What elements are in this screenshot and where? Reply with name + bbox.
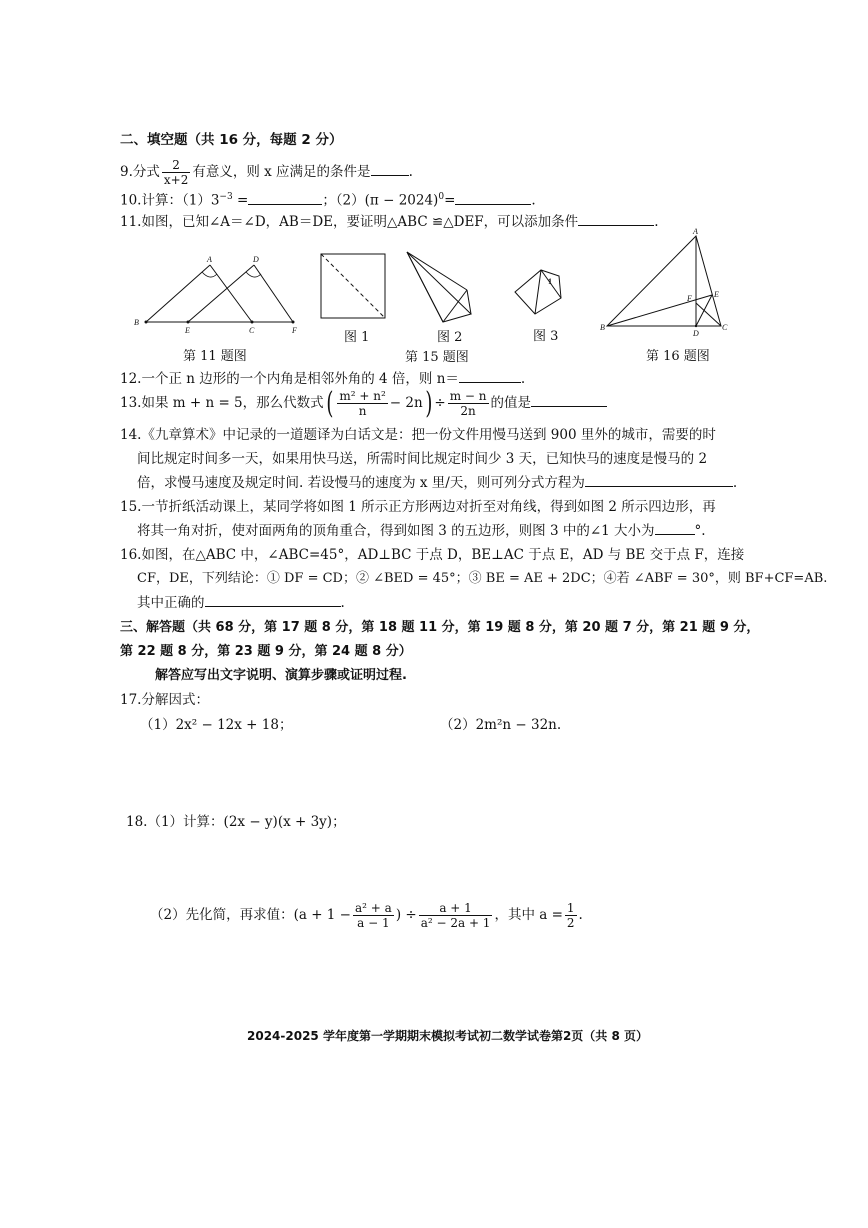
fig11-label-e: E bbox=[185, 326, 190, 335]
q10-exp2: 0 bbox=[438, 192, 445, 202]
q16-line-3 bbox=[137, 594, 345, 612]
q13-left-paren: ( bbox=[325, 385, 334, 421]
question-13 bbox=[120, 385, 607, 421]
figure-11-diagram bbox=[130, 255, 310, 335]
q10-blank-1[interactable] bbox=[248, 192, 322, 205]
q18-val-den: 2 bbox=[566, 916, 575, 930]
page-footer: 2024-2025 学年度第一学期期末模拟考试初二数学试卷第2页（共 8 页） bbox=[247, 1029, 649, 1043]
q10-exp1: −3 bbox=[219, 192, 233, 202]
q10-eq1: = bbox=[237, 192, 249, 209]
q18-p2-open: (a + 1 − bbox=[293, 907, 351, 923]
section-3-header-line-2: 第 22 题 8 分，第 23 题 9 分，第 24 题 8 分） bbox=[120, 644, 412, 659]
fig11-label-a: A bbox=[207, 255, 212, 264]
q10-end: . bbox=[531, 192, 536, 209]
q13-fraction-1 bbox=[337, 389, 387, 418]
q18-val-num: 1 bbox=[566, 901, 575, 915]
q9-end: . bbox=[408, 164, 413, 180]
figure-15-caption: 第 15 题图 bbox=[405, 350, 469, 365]
q13-text: 的值是 bbox=[490, 395, 531, 411]
q13-prefix: 13.如果 m + n = 5，那么代数式 bbox=[120, 395, 324, 411]
q13-answer-blank[interactable] bbox=[531, 394, 607, 407]
q18-f2-den: a² − 2a + 1 bbox=[420, 916, 491, 930]
fig16-label-c: C bbox=[722, 323, 728, 332]
q10-part1: 计算：（1）3 bbox=[141, 192, 220, 209]
q9-frac-num: 2 bbox=[162, 158, 190, 173]
q18-fraction-1 bbox=[353, 901, 394, 930]
q13-f1-num: m² + n² bbox=[339, 389, 386, 403]
q13-f1-den: n bbox=[358, 404, 367, 418]
fig11-label-b: B bbox=[134, 318, 139, 327]
figure-11-caption: 第 11 题图 bbox=[183, 349, 247, 364]
q12-answer-blank[interactable] bbox=[459, 370, 521, 383]
fig15-angle-1-label: 1 bbox=[548, 277, 552, 286]
q10-sep: ；（2） bbox=[322, 192, 365, 209]
fig16-label-d: D bbox=[693, 329, 699, 338]
q18-part-2 bbox=[150, 897, 583, 933]
q11-text: 11.如图，已知∠A＝∠D，AB＝DE，要证明△ABC ≌△DEF，可以添加条件 bbox=[120, 214, 579, 230]
q9-answer-blank[interactable] bbox=[371, 163, 409, 176]
q9-fraction bbox=[162, 158, 190, 187]
fig16-label-b: B bbox=[600, 323, 605, 332]
q18-end: . bbox=[578, 907, 583, 923]
q17-part-2: （2）2m²n − 32n. bbox=[440, 717, 562, 733]
q18-f1-num: a² + a bbox=[355, 901, 392, 915]
figure-16-caption: 第 16 题图 bbox=[646, 349, 710, 364]
question-9 bbox=[120, 158, 413, 187]
q18-p2-prefix: （2）先化简，再求值： bbox=[150, 907, 294, 923]
q15-answer-blank[interactable] bbox=[655, 522, 695, 535]
q13-right-paren: ) bbox=[425, 385, 433, 421]
q9-frac-den: x+2 bbox=[163, 173, 189, 187]
q14-line-3 bbox=[137, 474, 737, 492]
question-11 bbox=[120, 213, 658, 231]
q12-end: . bbox=[520, 371, 526, 387]
q13-divide: ÷ bbox=[434, 395, 446, 411]
q15-line-1: 15.一节折纸活动课上，某同学将如图 1 所示正方形两边对折至对角线，得到如图 2 所示四边形，再 bbox=[120, 499, 716, 515]
q13-f2-den: 2n bbox=[460, 404, 476, 418]
section-2-header: 二、填空题（共 16 分，每题 2 分） bbox=[120, 132, 343, 148]
fig11-label-d: D bbox=[253, 255, 259, 264]
section-3-header-line-1: 三、解答题（共 68 分，第 17 题 8 分，第 18 题 11 分，第 19 题 8 分，第 20 题 7 分，第 21 题 9 分， bbox=[120, 620, 760, 635]
q11-answer-blank[interactable] bbox=[578, 213, 654, 226]
q14-line-3-text: 倍，求慢马速度及规定时间. 若设慢马的速度为 x 里/天，则可列分式方程为 bbox=[137, 475, 585, 491]
q18-close-divide: ) ÷ bbox=[395, 907, 417, 923]
fig16-label-e: E bbox=[714, 290, 719, 299]
q10-blank-2[interactable] bbox=[455, 192, 531, 205]
q13-minus: − 2n bbox=[389, 395, 423, 411]
q18-fraction-2 bbox=[419, 901, 493, 930]
q15-line-2 bbox=[137, 522, 706, 540]
question-10 bbox=[120, 188, 536, 210]
q18-part-1: 18.（1）计算：(2x − y)(x + 3y)； bbox=[126, 814, 346, 830]
q9-number: 9. bbox=[120, 164, 133, 180]
q14-line-1: 14.《九章算术》中记录的一道题译为白话文是：把一份文件用慢马送到 900 里外的城市，需要的时 bbox=[120, 427, 716, 443]
q17-part-1: （1）2x² − 12x + 18； bbox=[140, 717, 293, 733]
q13-fraction-2 bbox=[448, 389, 489, 418]
q17-title: 17.分解因式： bbox=[120, 692, 209, 708]
figure-15-sub1: 图 1 bbox=[344, 330, 370, 345]
q10-number: 10. bbox=[120, 192, 142, 209]
q9-text: 有意义，则 x 应满足的条件是 bbox=[192, 164, 371, 180]
q16-line-2: CF，DE，下列结论：① DF = CD；② ∠BED = 45°；③ BE = AE + 2DC；④若 ∠ABF = 30°，则 BF+CF=AB. bbox=[137, 571, 828, 586]
q14-answer-blank[interactable] bbox=[585, 474, 733, 487]
q12-text: 12.一个正 n 边形的一个内角是相邻外角的 4 倍，则 n＝ bbox=[120, 371, 459, 387]
q16-line-1: 16.如图，在△ABC 中，∠ABC=45°，AD⊥BC 于点 D，BE⊥AC 于点 E，AD 与 BE 交于点 F，连接 bbox=[120, 547, 745, 563]
q18-value-fraction bbox=[565, 901, 577, 930]
q10-part2: (π − 2024) bbox=[364, 192, 439, 209]
fig11-label-f: F bbox=[292, 326, 297, 335]
figure-16-diagram bbox=[598, 228, 738, 338]
fig16-label-a: A bbox=[693, 227, 698, 236]
q18-f2-num: a + 1 bbox=[419, 901, 493, 916]
q16-end: . bbox=[340, 595, 345, 611]
q13-f2-num: m − n bbox=[449, 389, 487, 403]
q18-where: ，其中 a = bbox=[494, 907, 563, 923]
fig16-label-f: F bbox=[687, 294, 692, 303]
q16-line-3-text: 其中正确的 bbox=[137, 595, 205, 611]
section-3-instruction: 解答应写出文字说明、演算步骤或证明过程. bbox=[155, 668, 407, 683]
q16-answer-blank[interactable] bbox=[205, 594, 341, 607]
q10-eq2: = bbox=[444, 192, 456, 209]
figure-15-diagram bbox=[315, 248, 565, 328]
q9-prefix: 分式 bbox=[132, 164, 160, 180]
fig11-label-c: C bbox=[249, 326, 255, 335]
q15-line-2-text: 将其一角对折，使对面两角的顶角重合，得到如图 3 的五边形，则图 3 中的∠1 大小为 bbox=[137, 523, 655, 539]
q15-end: °. bbox=[694, 523, 706, 539]
figure-15-sub3: 图 3 bbox=[533, 329, 559, 344]
q18-f1-den: a − 1 bbox=[357, 916, 390, 930]
q14-line-2: 间比规定时间多一天，如果用快马送，所需时间比规定时间少 3 天，已知快马的速度是慢马的 2 bbox=[137, 451, 708, 467]
figure-15-sub2: 图 2 bbox=[437, 330, 463, 345]
q14-end: . bbox=[732, 475, 738, 491]
q11-end: . bbox=[654, 214, 659, 230]
